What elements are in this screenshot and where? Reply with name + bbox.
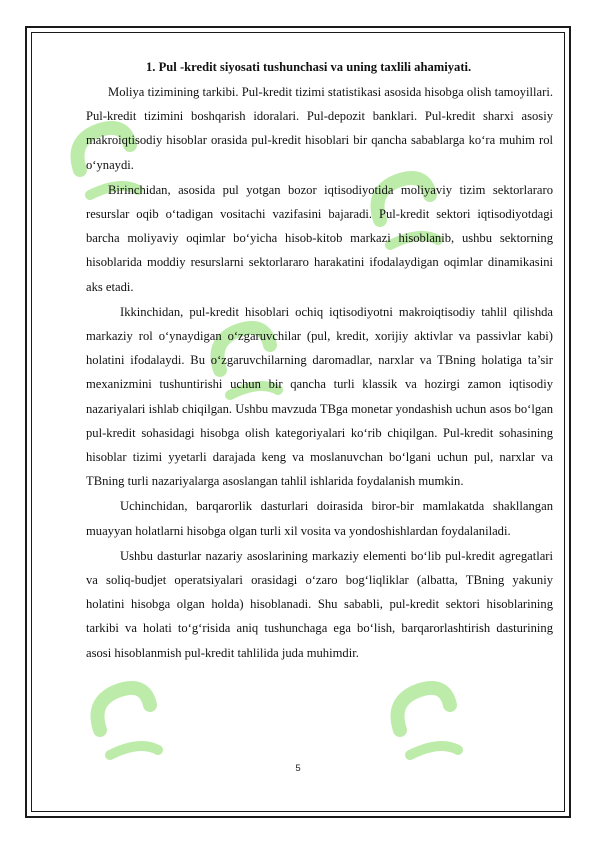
document-body — [86, 58, 553, 666]
page-number: 5 — [295, 763, 301, 774]
paragraph: Ikkinchidan, pul-kredit hisoblari ochiq iqtisodiyotni makroiqtisodiy tahlil qilishda markaziy rol o‘ynaydigan o‘zgaruvchilar (pul, kredit, xorijiy aktivlar va passivlar kabi) holatini ifodalaydi. Bu o‘zgaruvchilarning daromadlar, narxlar va TBning holatiga ta’sir mexanizmini tushuntirishi uchun bir qancha turli klassik va hozirgi zamon iqtisodiy nazariyalari ishlab chiqilgan. Ushbu mavzuda TBga monetar yondashish uchun asos bo‘lgan pul-kredit sohasidagi hisobga olish kategoriyalari ko‘rib chiqilgan. Pul-kredit sohasining hisoblar tizimi yyetarli darajada keng va moslanuvchan bo‘lgani uchun pul, narxlar va TBning turli nazariyalarga asoslangan tahlil ishlarida foydalanish mumkin. — [86, 304, 553, 489]
paragraph: Moliya tizimining tarkibi. Pul-kredit tizimi statistikasi asosida hisobga olish tamoyillari. Pul-kredit tizimini boshqarish idoralari. Pul-depozit banklari. Pul-kredit sharxi asosiy makroiqtisodiy hisoblar orasida pul-kredit hisoblari bir qancha sabablarga ko‘ra muhim rol o‘ynaydi. — [86, 85, 553, 172]
paragraph: Ushbu dasturlar nazariy asoslarining markaziy elementi bo‘lib pul-kredit agregatlari va soliq-budjet operatsiyalari orasidagi o‘zaro bog‘liqliklar (albatta, TBning yakuniy holatini hisobga olgan holda) hisoblanadi. Shu sababli, pul-kredit sektori hisoblarining tarkibi va holati to‘g‘risida aniq tushunchaga ega bo‘lish, barqarorlashtirish dasturining asosi hisoblanmish pul-kredit tahlilida juda muhimdir. — [86, 548, 553, 660]
paragraph: Uchinchidan, barqarorlik dasturlari doirasida biror-bir mamlakatda shakllangan muayyan holatlarni hisobga olgan turli xil vosita va yondoshishlardan foydalaniladi. — [86, 499, 553, 538]
section-heading: 1. Pul -kredit siyosati tushunchasi va uning taxlili ahamiyati. — [146, 60, 472, 74]
paragraph: Birinchidan, asosida pul yotgan bozor iqtisodiyotida moliyaviy tizim sektorlararo resurslar oqib o‘tadigan vositachi vazifasini bajaradi. Pul-kredit sektori iqtisodiyotdagi barcha moliyaviy oqimlar bo‘yicha hisob-kitob markazi hisoblanib, ushbu sektorning hisoblarida moddiy resurslarni sektorlararo harakatini ifodalaydigan oqimlar dinamikasini aks etadi. — [86, 182, 553, 294]
